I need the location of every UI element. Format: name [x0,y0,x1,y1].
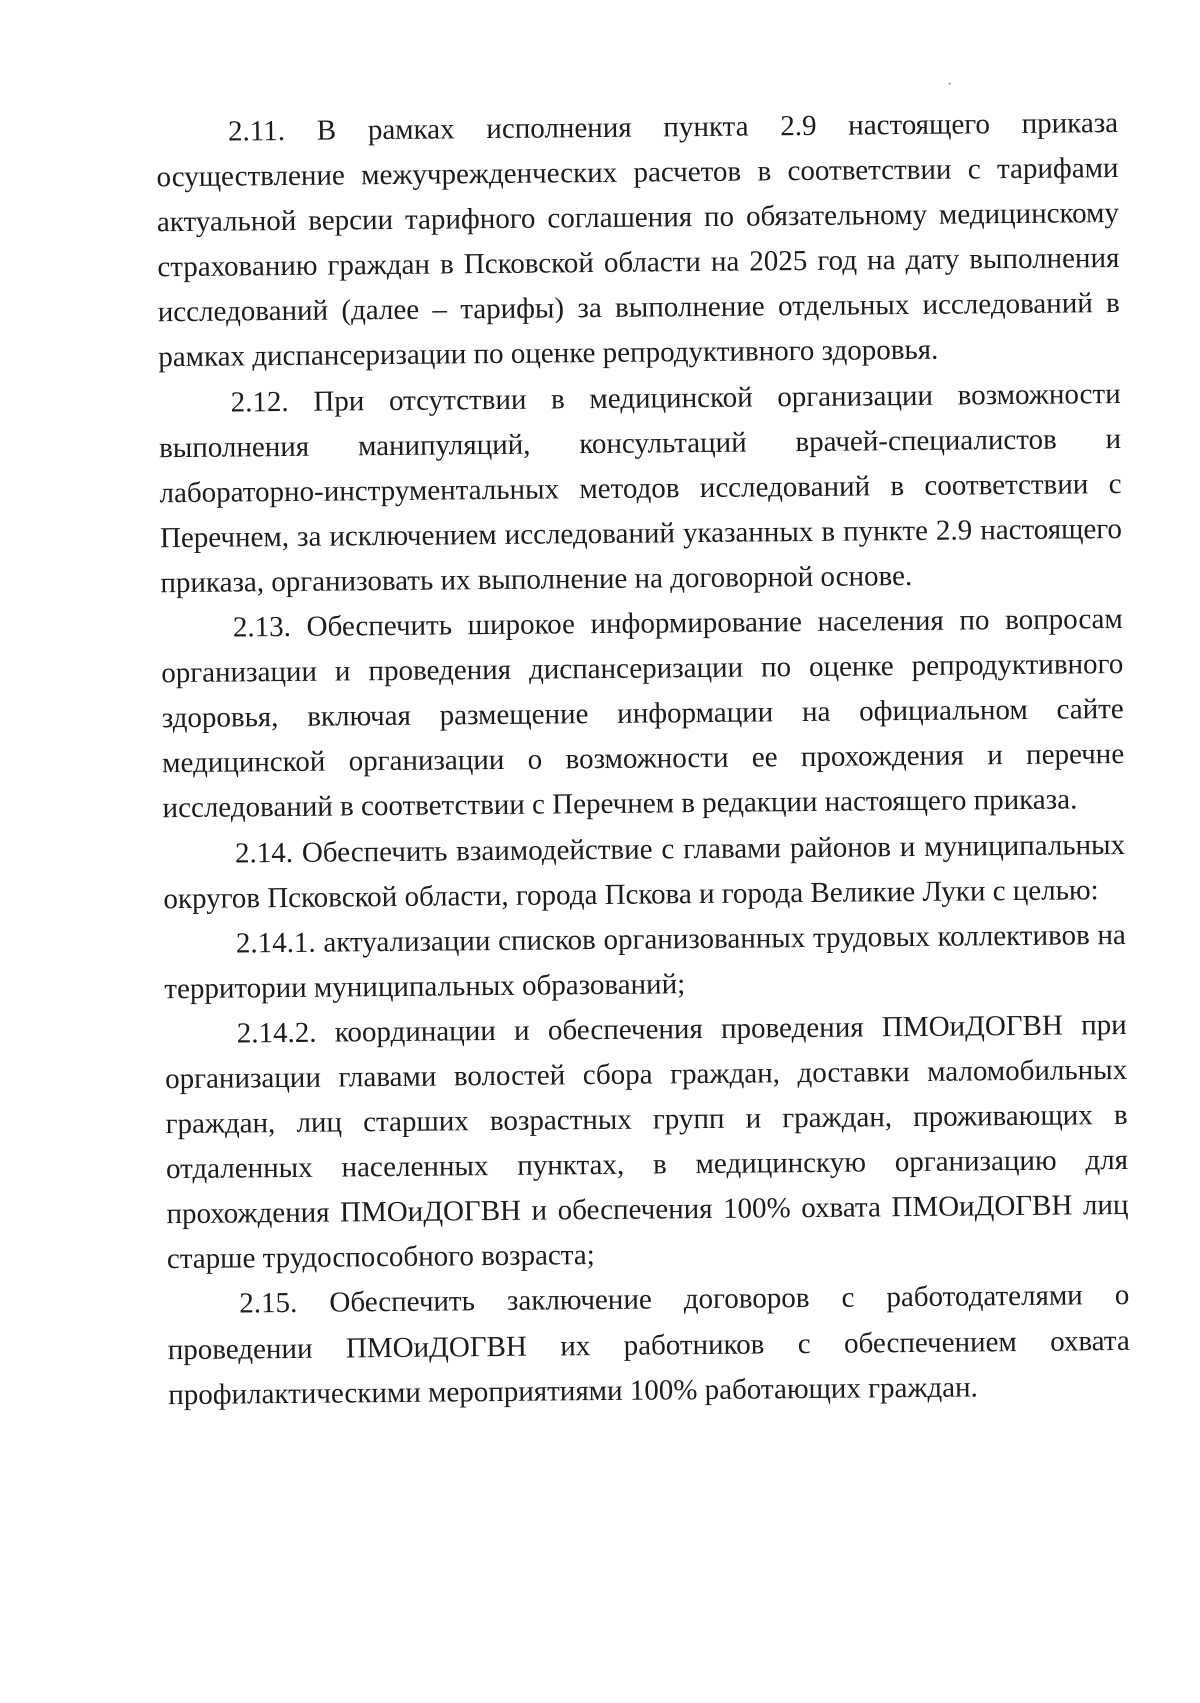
paragraph-2-14-1: 2.14.1. актуализации списков организованных трудовых коллективов на территории муниципальных образований; [164,918,1127,1005]
scan-speck [949,83,951,85]
paragraph-2-11: 2.11. В рамках исполнения пункта 2.9 настоящего приказа осуществление межучрежденческих расчетов в соответствии с тарифами актуальной версии тарифного соглашения по обязательному медицинскому страхованию граждан в Псковской области на 2025 год на дату выполнения исследований (далее – тарифы) за выполнение отдельных исследований в рамках диспансеризации по оценке репродуктивного здоровья. [156,106,1120,374]
document-body [156,101,1131,1418]
paragraph-2-14: 2.14. Обеспечить взаимодействие с главами районов и муниципальных округов Псковской области, города Пскова и города Великие Луки с целью: [163,828,1126,915]
paragraph-2-15: 2.15. Обеспечить заключение договоров с работодателями о проведении ПМОиДОГВН их работников с обеспечением охвата профилактическими мероприятиями 100% работающих граждан. [167,1279,1130,1411]
paragraph-2-14-2: 2.14.2. координации и обеспечения проведения ПМОиДОГВН при организации главами волостей сбора граждан, доставки маломобильных граждан, лиц старших возрастных групп и граждан, проживающих в отдаленных населенных пунктах, в медицинскую организацию для прохождения ПМОиДОГВН и обеспечения 100% охвата ПМОиДОГВН лиц старше трудоспособного возраста; [165,1008,1129,1276]
paragraph-2-13: 2.13. Обеспечить широкое информирование населения по вопросам организации и проведения диспансеризации по оценке репродуктивного здоровья, включая размещение информации на официальном сайте медицинской организации о возможности ее прохождения и перечне исследований в соответствии с Перечнем в редакции настоящего приказа. [161,603,1125,825]
paragraph-2-12: 2.12. При отсутствии в медицинской организации возможности выполнения манипуляций, консультаций врачей-специалистов и лабораторно-инструментальных методов исследований в соответствии с Перечнем, за исключением исследований указанных в пункте 2.9 настоящего приказа, организовать их выполнение на договорной основе. [158,377,1123,600]
